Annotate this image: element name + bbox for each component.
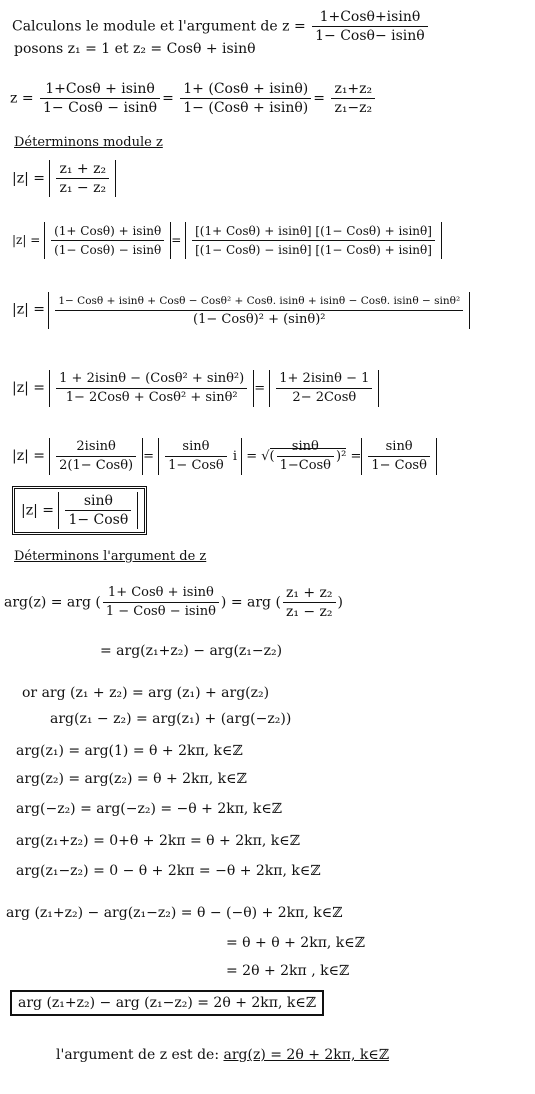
arg-line: or arg (z₁ + z₂) = arg (z₁) + arg(z₂) (22, 685, 270, 701)
mod-result-lhs: |z| = (21, 502, 54, 519)
mod3-lhs: |z| = (12, 301, 45, 318)
conclusion-prefix: l'argument de z est de: (56, 1047, 220, 1063)
title-fraction-denominator: 1− Cosθ− isinθ (315, 28, 425, 44)
arg-line: = θ + θ + 2kπ, k∈ℤ (226, 935, 365, 951)
arg1-lhs: arg(z) = arg (4, 594, 91, 611)
module-step-3 (12, 292, 470, 329)
argument-step-1: arg(z) = arg ( $\frac{\text{1+ Cosθ + isinθ}}{\text{1 − Cosθ − isinθ}}$ ) = arg ( $\frac{\text{z₁ + z₂}}{\text{z₁ − z₂}}$ ) (4, 585, 344, 620)
arg-line: = arg(z₁+z₂) − arg(z₁−z₂) (100, 643, 283, 659)
eq1-lhs: z = (10, 90, 34, 107)
eq1-f1-num: 1+Cosθ + isinθ (40, 80, 160, 99)
module-result-box (12, 486, 147, 535)
module-step-5: |z| = $\frac{2isin\theta}{\text{2(1− Cosθ)}}$ = $\frac{\sin\theta}{\text{1− Cosθ}}$ i = √( $\frac{\sin\theta}{\text{1−Cosθ}}$ )² = $\frac{\sin\theta}{\text{1− Cosθ}}$ (12, 438, 437, 475)
eq1-f3-den: z₁−z₂ (334, 100, 373, 116)
mod2-lhs: |z| = (12, 233, 41, 247)
mod2-f2-num: [(1+ Cosθ) + isinθ] [(1− Cosθ) + isinθ] (192, 222, 435, 241)
mod5-f2-num: sinθ (165, 438, 227, 457)
mod2-f2-den: [(1− Cosθ) − isinθ] [(1− Cosθ) + isinθ] (195, 243, 432, 257)
conclusion-value: arg(z) = 2θ + 2kπ, k∈ℤ (223, 1047, 389, 1063)
mod4-f1-den: 1− 2Cosθ + Cosθ² + sinθ² (65, 390, 238, 405)
mod3-den: (1− Cosθ)² + (sinθ)² (193, 312, 326, 327)
mod5-f3-den: 1−Cosθ (279, 458, 332, 473)
module-step-1 (12, 160, 116, 197)
module-step-2: |z| = $\frac{\text{(1+ Cosθ) + isinθ}}{\text{(1− Cosθ) − isinθ}}$ = $\frac{\text{[(1+ Cosθ) + isinθ] [(1− Cosθ) + isinθ]}}{\text{[(1− Cosθ) − isinθ] [(1− Cosθ) + isinθ]}}$ (12, 222, 442, 259)
mod5-f4-num: sinθ (368, 438, 430, 457)
mod5-lhs: |z| = (12, 448, 45, 464)
title-text: Calculons le module et l'argument de z = (12, 18, 306, 35)
argument-result-box: arg (z₁+z₂) − arg (z₁−z₂) = 2θ + 2kπ, k∈ℤ (10, 990, 324, 1016)
mod4-lhs: |z| = (12, 380, 45, 396)
mod-result-num: sinθ (65, 492, 131, 511)
eq1-f2-den: 1− (Cosθ + isinθ) (183, 100, 309, 116)
eq1-f2-num: 1+ (Cosθ + isinθ) (180, 80, 311, 99)
eq1-f1-den: 1− Cosθ − isinθ (43, 100, 158, 116)
module-step-4: |z| = $\frac{\text{1 + 2isinθ − (Cosθ² + sinθ²)}}{\text{1− 2Cosθ + Cosθ² + sinθ²}}$ = $\frac{1+ 2isin\theta - 1}{\text{2− 2Cosθ}}$ (12, 370, 379, 407)
arg1-f2-num: z₁ + z₂ (283, 584, 336, 603)
arg-line: arg(z₁−z₂) = 0 − θ + 2kπ = −θ + 2kπ, k∈ℤ (16, 863, 321, 879)
mod5-f3-num: sinθ (277, 438, 334, 457)
mod2-f1-num: (1+ Cosθ) + isinθ (51, 222, 164, 241)
mod5-sqrt: = √ (246, 449, 270, 464)
mod2-f1-den: (1− Cosθ) − isinθ (54, 243, 162, 257)
arg1-mid: = arg (230, 594, 272, 611)
mod4-f2-num: 1+ 2isinθ − 1 (276, 370, 372, 389)
heading-module: Déterminons module z (14, 135, 163, 150)
conclusion-line (56, 1046, 389, 1064)
mod-result-den: 1− Cosθ (68, 512, 129, 528)
mod5-i: i (232, 449, 238, 464)
mod3-num: 1− Cosθ + isinθ + Cosθ − Cosθ² + Cosθ. isinθ + isinθ − Cosθ. isinθ − sinθ² (55, 292, 463, 311)
heading-argument: Déterminons l'argument de z (14, 549, 207, 564)
arg-line: arg(z₁ − z₂) = arg(z₁) + (arg(−z₂)) (50, 711, 292, 727)
mod5-square: ² (341, 449, 347, 464)
mod1-num: z₁ + z₂ (56, 160, 109, 179)
arg1-f2-den: z₁ − z₂ (285, 604, 333, 620)
posons-line: posons z₁ = 1 et z₂ = Cosθ + isinθ (14, 41, 256, 57)
title-fraction (312, 8, 428, 45)
arg-line: arg(z₁+z₂) = 0+θ + 2kπ = θ + 2kπ, k∈ℤ (16, 833, 300, 849)
arg-line: = 2θ + 2kπ , k∈ℤ (226, 963, 350, 979)
arg1-f1-num: 1+ Cosθ + isinθ (103, 584, 219, 603)
eq1-f3-num: z₁+z₂ (331, 80, 375, 99)
arg-line: arg(−z₂) = arg(−z₂) = −θ + 2kπ, k∈ℤ (16, 801, 282, 817)
mod5-f1-den: 2(1− Cosθ) (59, 458, 134, 473)
arg-line: arg(z₂) = arg(z₂) = θ + 2kπ, k∈ℤ (16, 771, 247, 787)
mod1-den: z₁ − z₂ (59, 180, 107, 196)
mod5-f1-num: 2isinθ (56, 438, 136, 457)
arg1-f1-den: 1 − Cosθ − isinθ (105, 604, 216, 619)
arg-line: arg (z₁+z₂) − arg(z₁−z₂) = θ − (−θ) + 2kπ, k∈ℤ (6, 905, 343, 921)
mod5-f2-den: 1− Cosθ (168, 458, 224, 473)
mod5-f4-den: 1− Cosθ (371, 458, 427, 473)
title-fraction-numerator: 1+Cosθ+isinθ (312, 8, 428, 27)
mod4-f2-den: 2− 2Cosθ (292, 390, 357, 405)
mod1-lhs: |z| = (12, 170, 45, 187)
arg-line: arg(z₁) = arg(1) = θ + 2kπ, k∈ℤ (16, 743, 243, 759)
mod4-f1-num: 1 + 2isinθ − (Cosθ² + sinθ²) (56, 370, 247, 389)
equation-z-rewrite: z = $\frac{\text{1+Cosθ + isinθ}}{\text{1− Cosθ − isinθ}}$ = $\frac{\text{1+ (Cosθ + isinθ)}}{\text{1− (Cosθ + isinθ)}}$ = $\frac{\text{z₁+z₂}}{\text{z₁−z₂}}$ (10, 80, 377, 117)
